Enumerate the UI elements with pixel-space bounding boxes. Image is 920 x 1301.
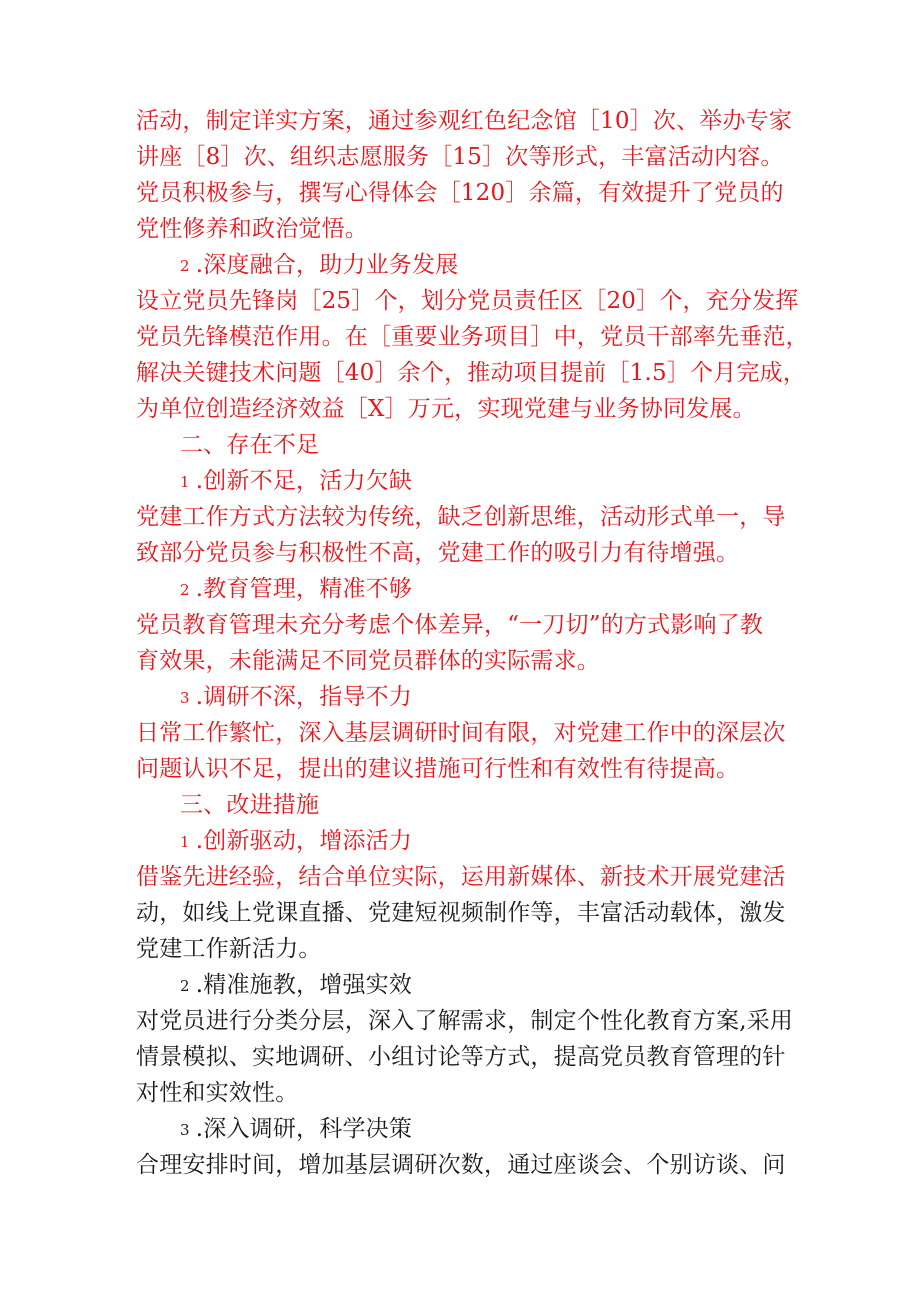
paragraph-line: 党建工作方式方法较为传统，缺乏创新思维，活动形式单一，导 xyxy=(136,504,786,530)
subheading xyxy=(180,682,840,713)
subheading-title: .深入调研，科学决策 xyxy=(195,1116,413,1142)
paragraph-line: 日常工作繁忙，深入基层调研时间有限，对党建工作中的深层次 xyxy=(136,720,786,746)
paragraph-line: 党员积极参与，撰写心得体会［120］余篇，有效提升了党员的 xyxy=(136,180,784,206)
subheading xyxy=(180,466,840,497)
paragraph-line: 党性修养和政治觉悟。 xyxy=(136,216,368,242)
subheading-title: .精准施教，增强实效 xyxy=(195,972,413,998)
paragraph-line: 党员先锋模范作用。在［重要业务项目］中，党员干部率先垂范， xyxy=(136,324,809,350)
paragraph-line: 育效果，未能满足不同党员群体的实际需求。 xyxy=(136,648,600,674)
paragraph-line: 对党员进行分类分层，深入了解需求，制定个性化教育方案,采用 xyxy=(136,1008,794,1034)
subheading-number: 2 xyxy=(180,257,190,275)
subheading xyxy=(180,1114,840,1145)
paragraph-line: 为单位创造经济效益［X］万元，实现党建与业务协同发展。 xyxy=(136,396,756,422)
subheading-title: .教育管理，精准不够 xyxy=(195,576,413,602)
subheading xyxy=(180,970,840,1001)
paragraph-line: 致部分党员参与积极性不高，党建工作的吸引力有待增强。 xyxy=(136,540,740,566)
subheading-number: 2 xyxy=(180,581,190,599)
paragraph-line: 活动，制定详实方案，通过参观红色纪念馆［10］次、举办专家 xyxy=(136,108,793,134)
subheading-title: .深度融合，助力业务发展 xyxy=(195,252,459,278)
paragraph-line: 对性和实效性。 xyxy=(136,1080,299,1106)
paragraph-line: 问题认识不足，提出的建议措施可行性和有效性有待提高。 xyxy=(136,756,740,782)
subheading xyxy=(180,250,840,281)
subheading-title: .调研不深，指导不力 xyxy=(195,684,413,710)
section-heading: 三、改进措施 xyxy=(180,792,320,818)
subheading-title: .创新驱动，增添活力 xyxy=(195,828,413,854)
paragraph-line: 合理安排时间，增加基层调研次数，通过座谈会、个别访谈、问 xyxy=(136,1152,786,1178)
paragraph-line: 党员教育管理未充分考虑个体差异，“一刀切”的方式影响了教 xyxy=(136,612,764,638)
subheading-number: 2 xyxy=(180,977,190,995)
subheading-number: 1 xyxy=(180,473,190,491)
subheading-number: 3 xyxy=(180,689,190,707)
subheading-number: 3 xyxy=(180,1121,190,1139)
paragraph-line: 党建工作新活力。 xyxy=(136,936,322,962)
subheading xyxy=(180,826,840,857)
subheading xyxy=(180,574,840,605)
section-heading: 二、存在不足 xyxy=(180,432,320,458)
paragraph-line: 情景模拟、实地调研、小组讨论等方式，提高党员教育管理的针 xyxy=(136,1044,786,1070)
paragraph-line: 讲座［8］次、组织志愿服务［15］次等形式，丰富活动内容。 xyxy=(136,144,784,170)
paragraph-line: 解决关键技术问题［40］余个，推动项目提前［1.5］个月完成， xyxy=(136,360,807,386)
paragraph-line: 借鉴先进经验，结合单位实际，运用新媒体、新技术开展党建活 xyxy=(136,864,786,890)
subheading-number: 1 xyxy=(180,833,190,851)
paragraph-line: 动，如线上党课直播、党建短视频制作等，丰富活动载体，激发 xyxy=(136,900,786,926)
subheading-title: .创新不足，活力欠缺 xyxy=(195,468,413,494)
paragraph-line: 设立党员先锋岗［25］个，划分党员责任区［20］个，充分发挥 xyxy=(136,288,799,314)
